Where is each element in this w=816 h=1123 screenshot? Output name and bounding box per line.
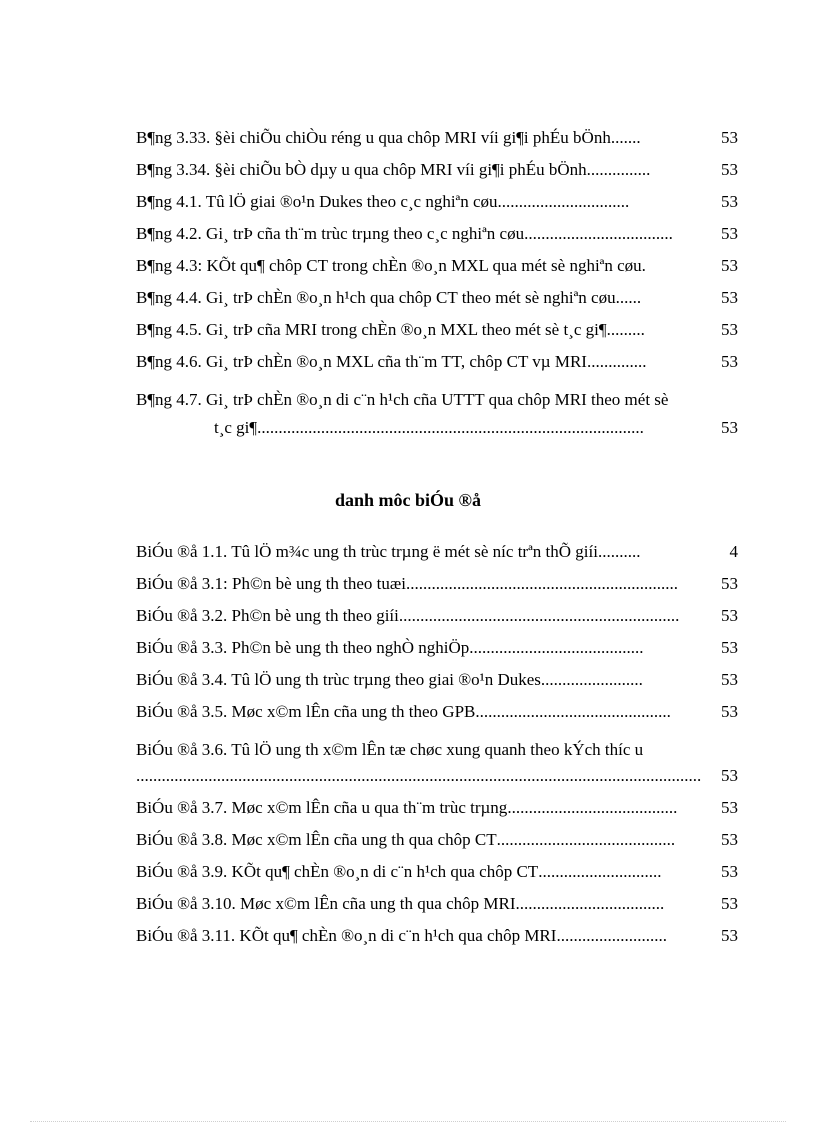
toc-entry[interactable] <box>136 288 738 320</box>
toc-entry-title: t¸c gi¶ <box>214 418 258 437</box>
toc-leader-dots: ....... <box>610 128 641 147</box>
toc-entry-title: B¶ng 3.33. §èi chiÕu chiÒu réng u qua chôp MRI víi gi¶i phÉu bÖnh <box>136 128 611 147</box>
toc-leader-dots: .......................................... <box>496 830 676 849</box>
toc-leader-dots: ................................... <box>515 894 665 913</box>
toc-entry[interactable] <box>136 542 738 574</box>
toc-page-number: 53 <box>721 862 738 881</box>
toc-leader-dots: .............. <box>586 352 647 371</box>
toc-entry-title: BiÓu ®å 3.10. Møc x©m lÊn cña ung th qua chôp MRI <box>136 894 516 913</box>
toc-entry-title: B¶ng 3.34. §èi chiÕu bÒ dµy u qua chôp MRI víi gi¶i phÉu bÖnh <box>136 160 587 179</box>
toc-entry-title: BiÓu ®å 3.1: Ph©n bè ung th theo tuæi <box>136 574 406 593</box>
toc-entry[interactable] <box>136 638 738 670</box>
toc-entry[interactable] <box>136 734 738 766</box>
toc-entry[interactable] <box>136 862 738 894</box>
toc-page-number: 53 <box>721 574 738 593</box>
page-edge-divider <box>30 1121 786 1122</box>
toc-entry[interactable] <box>136 894 738 926</box>
toc-entry[interactable] <box>136 926 738 958</box>
toc-leader-dots: ......... <box>606 320 645 339</box>
toc-entry[interactable] <box>136 352 738 384</box>
toc-page-number: 53 <box>721 798 738 817</box>
toc-entry[interactable] <box>136 192 738 224</box>
toc-leader-dots: ................................................................ <box>405 574 678 593</box>
toc-entry-continuation[interactable] <box>214 418 738 450</box>
toc-page-number: 53 <box>721 766 738 785</box>
toc-leader-dots: ........................ <box>540 670 643 689</box>
toc-page-number: 53 <box>721 894 738 913</box>
toc-page-number: 53 <box>721 288 738 307</box>
toc-entry-title: BiÓu ®å 3.6. Tû lÖ ung th x©m lÊn tæ chøc xung quanh theo kÝch thíc u <box>136 740 644 759</box>
toc-page-number: 53 <box>721 638 738 657</box>
toc-entry-continuation[interactable] <box>136 766 738 798</box>
toc-entry[interactable] <box>136 830 738 862</box>
toc-leader-dots: .......................... <box>556 926 667 945</box>
toc-entry[interactable] <box>136 798 738 830</box>
toc-page-number: 53 <box>721 160 738 179</box>
toc-leader-dots: .................................................................. <box>398 606 680 625</box>
toc-leader-dots: ............................... <box>497 192 630 211</box>
toc-leader-dots: .......... <box>597 542 641 561</box>
toc-page-number: 4 <box>729 542 738 561</box>
toc-entry-title: BiÓu ®å 3.11. KÕt qu¶ chÈn ®o¸n di c¨n h¹ch qua chôp MRI <box>136 926 557 945</box>
toc-entry[interactable] <box>136 256 738 288</box>
toc-entry-title: BiÓu ®å 3.2. Ph©n bè ung th theo giíi <box>136 606 399 625</box>
toc-entry-title: B¶ng 4.6. Gi¸ trÞ chÈn ®o¸n MXL cña th¨m TT, chôp CT vµ MRI <box>136 352 587 371</box>
toc-leader-dots: . <box>641 256 646 275</box>
toc-entry[interactable] <box>136 702 738 734</box>
toc-entry-title: B¶ng 4.7. Gi¸ trÞ chÈn ®o¸n di c¨n h¹ch cña UTTT qua chôp MRI theo mét sè <box>136 390 669 409</box>
toc-entry-title: B¶ng 4.3: KÕt qu¶ chôp CT trong chÈn ®o¸n MXL qua mét sè nghiªn cøu <box>136 256 642 275</box>
toc-page-number: 53 <box>721 192 738 211</box>
toc-leader-dots: ............................. <box>538 862 662 881</box>
toc-leader-dots: ........................................ <box>507 798 678 817</box>
toc-page-number: 53 <box>721 256 738 275</box>
toc-entry[interactable] <box>136 574 738 606</box>
toc-entry-title: B¶ng 4.1. Tû lÖ giai ®o¹n Dukes theo c¸c nghiªn cøu <box>136 192 498 211</box>
toc-entry[interactable] <box>136 224 738 256</box>
toc-entry[interactable] <box>136 128 738 160</box>
toc-leader-dots: ........................................................................................... <box>257 418 644 437</box>
toc-leader-dots: ...... <box>615 288 642 307</box>
toc-entry-title: BiÓu ®å 3.4. Tû lÖ ung th trùc trµng theo giai ®o¹n Dukes <box>136 670 541 689</box>
toc-page-number: 53 <box>721 702 738 721</box>
toc-entry-title: BiÓu ®å 3.5. Møc x©m lÊn cña ung th theo GPB <box>136 702 476 721</box>
toc-page-number: 53 <box>721 418 738 437</box>
toc-entry[interactable] <box>136 384 738 416</box>
section-heading: danh môc biÓu ®å <box>335 490 481 510</box>
toc-entry-title: B¶ng 4.4. Gi¸ trÞ chÈn ®o¸n h¹ch qua chôp CT theo mét sè nghiªn cøu <box>136 288 616 307</box>
toc-page-number: 53 <box>721 830 738 849</box>
toc-page-number: 53 <box>721 352 738 371</box>
toc-leader-dots: ............... <box>586 160 651 179</box>
toc-leader-dots: ......................................... <box>469 638 644 657</box>
toc-entry-title: BiÓu ®å 1.1. Tû lÖ m¾c ung th trùc trµng ë mét sè níc trªn thÕ giíi <box>136 542 598 561</box>
toc-entry-title: BiÓu ®å 3.8. Møc x©m lÊn cña ung th qua chôp CT <box>136 830 497 849</box>
toc-page-number: 53 <box>721 128 738 147</box>
toc-page-number: 53 <box>721 606 738 625</box>
toc-leader-dots: ..................................................................................................................................... <box>136 766 702 785</box>
toc-page-number: 53 <box>721 320 738 339</box>
toc-entry-title: BiÓu ®å 3.7. Møc x©m lÊn cña u qua th¨m trùc trµng <box>136 798 508 817</box>
toc-entry-title: B¶ng 4.5. Gi¸ trÞ cña MRI trong chÈn ®o¸n MXL theo mét sè t¸c gi¶ <box>136 320 607 339</box>
toc-entry[interactable] <box>136 606 738 638</box>
toc-entry[interactable] <box>136 160 738 192</box>
toc-entry-title: B¶ng 4.2. Gi¸ trÞ cña th¨m trùc trµng theo c¸c nghiªn cøu <box>136 224 525 243</box>
toc-entry-title: BiÓu ®å 3.3. Ph©n bè ung th theo nghÒ nghiÖp <box>136 638 470 657</box>
toc-entry-title: BiÓu ®å 3.9. KÕt qu¶ chÈn ®o¸n di c¨n h¹ch qua chôp CT <box>136 862 539 881</box>
toc-leader-dots: .............................................. <box>475 702 671 721</box>
toc-entry[interactable] <box>136 670 738 702</box>
toc-page-number: 53 <box>721 670 738 689</box>
toc-entry[interactable] <box>136 320 738 352</box>
toc-leader-dots: ................................... <box>524 224 673 243</box>
toc-page-number: 53 <box>721 224 738 243</box>
toc-page-number: 53 <box>721 926 738 945</box>
